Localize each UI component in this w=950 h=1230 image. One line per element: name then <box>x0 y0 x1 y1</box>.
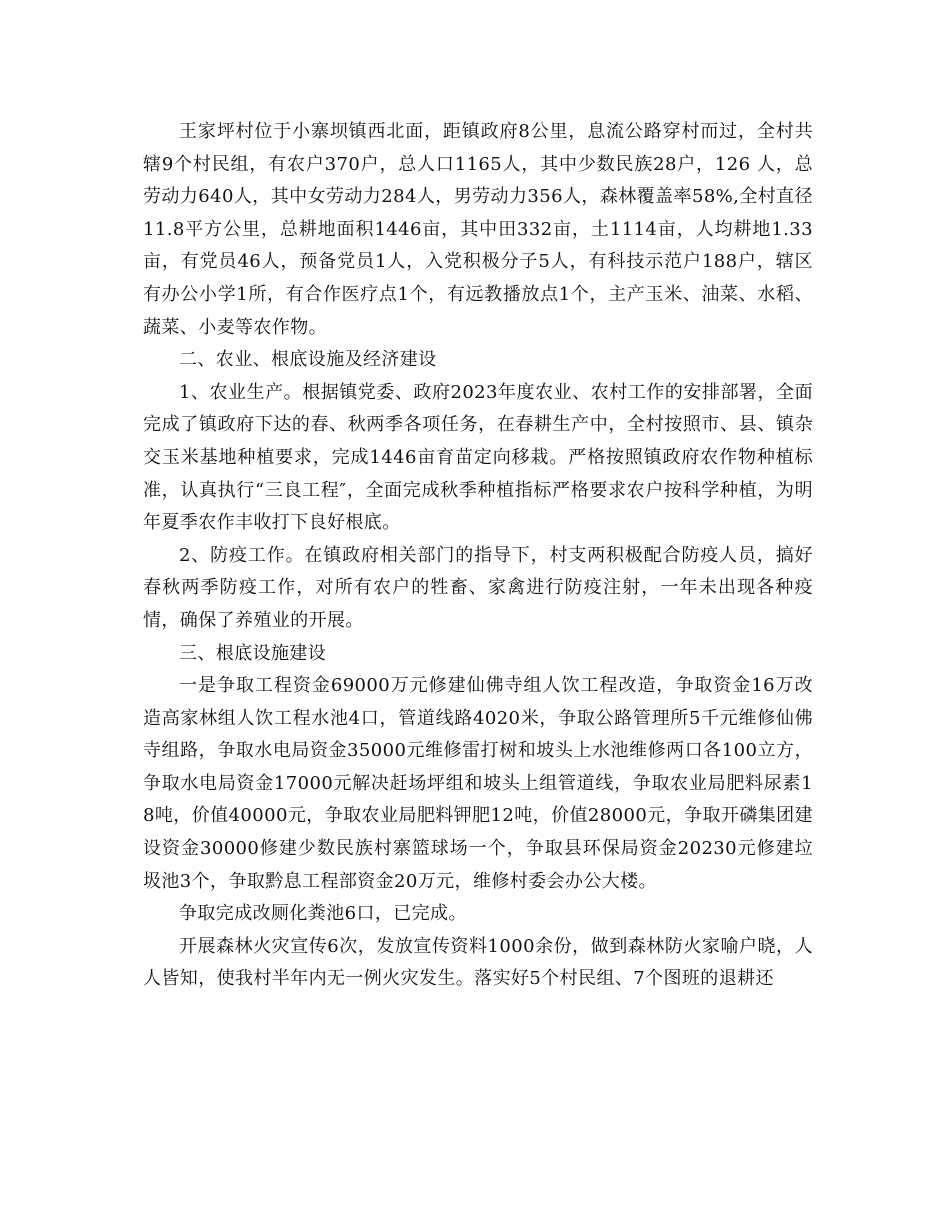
document-body <box>143 116 813 996</box>
paragraph-toilet-renovation: 争取完成改厕化粪池6口，已完成。 <box>179 903 467 925</box>
heading-infrastructure-construction: 三、根底设施建设 <box>179 642 327 664</box>
paragraph-village-overview: 王家坪村位于小寨坝镇西北面，距镇政府8公里，息流公路穿村而过，全村共辖9个村民组，有农户370户，总人口1165人，其中少数民族28户，126 人，总劳动力640人，其中女劳动力284人，男劳动力356人，森林覆盖率58%,全村直径11.8平方公里，总耕地面积1446亩，其中田332亩，土1114亩，人均耕地1.33亩，有党员46人，预备党员1人，入党积极分子5人，有科技示范户188户，辖区有办公小学1所，有合作医疗点1个，有远教播放点1个，主产玉米、油菜、水稻、蔬菜、小麦等农作物。 <box>143 121 813 338</box>
heading-agriculture-infrastructure-economy: 二、农业、根底设施及经济建设 <box>179 349 437 371</box>
paragraph-epidemic-prevention: 2、防疫工作。在镇政府相关部门的指导下，村支两积极配合防疫人员，搞好春秋两季防疫工作，对所有农户的牲畜、家禽进行防疫注射，一年未出现各种疫情，确保了养殖业的开展。 <box>143 544 813 631</box>
paragraph-forest-fire-publicity: 开展森林火灾宣传6次，发放宣传资料1000余份，做到森林防火家喻户晓，人人皆知，使我村半年内无一例火灾发生。落实好5个村民组、7个图班的退耕还 <box>143 935 813 990</box>
paragraph-agricultural-production: 1、农业生产。根据镇党委、政府2023年度农业、农村工作的安排部署，全面完成了镇政府下达的春、秋两季各项任务，在春耕生产中，全村按照市、县、镇杂交玉米基地种植要求，完成1446亩育苗定向移栽。严格按照镇政府农作物种植标准，认真执行“三良工程″，全面完成秋季种植指标严格要求农户按科学种植，为明年夏季农作丰收打下良好根底。 <box>143 381 813 534</box>
paragraph-infrastructure-funding: 一是争取工程资金69000万元修建仙佛寺组人饮工程改造，争取资金16万改造高家林组人饮工程水池4口，管道线路4020米，争取公路管理所5千元维修仙佛寺组路，争取水电局资金35000元维修雷打树和坡头上水池维修两口各100立方，争取水电局资金17000元解决赶场坪组和坡头上组管道线，争取农业局肥料尿素18吨，价值40000元，争取农业局肥料钾肥12吨，价值28000元，争取开磷集团建设资金30000修建少数民族村寨篮球场一个，争取县环保局资金20230元修建垃圾池3个，争取黔息工程部资金20万元，维修村委会办公大楼。 <box>143 675 813 892</box>
